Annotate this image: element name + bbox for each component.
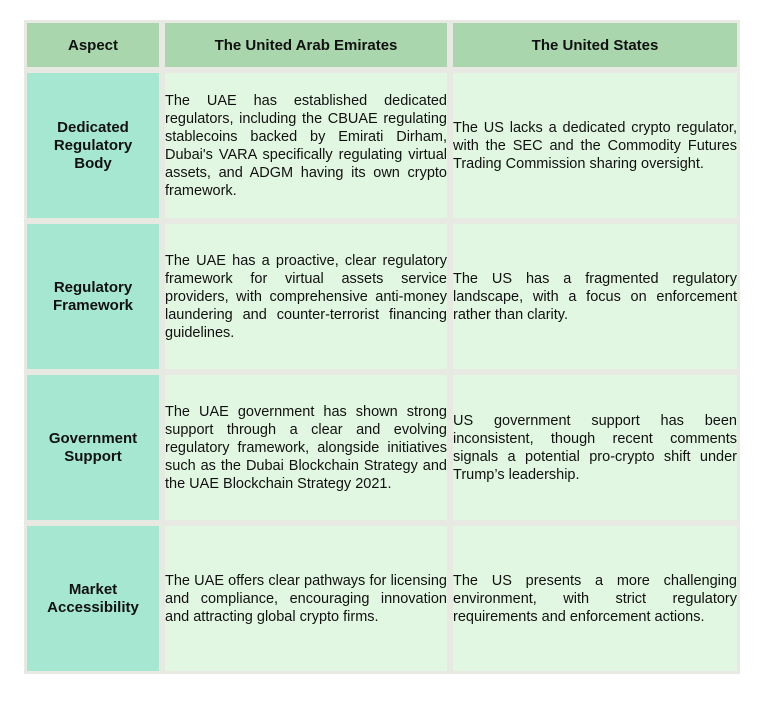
us-cell [450,221,740,372]
aspect-cell [24,372,162,523]
us-cell [450,523,740,674]
aspect-label: Market Accessibility [47,580,139,616]
table-row [24,372,740,523]
comparison-table [24,20,740,674]
header-aspect: Aspect [24,20,162,70]
aspect-cell [24,70,162,221]
uae-text: The UAE offers clear pathways for licensing and compliance, encouraging innovation and attracting global crypto firms. [165,572,447,625]
aspect-label: Dedicated Regulatory Body [53,118,133,172]
aspect-cell [24,221,162,372]
header-us: The United States [450,20,740,70]
header-uae: The United Arab Emirates [162,20,450,70]
aspect-cell [24,523,162,674]
uae-cell [162,221,450,372]
uae-text: The UAE has a proactive, clear regulatory framework for virtual assets service providers, with comprehensive anti-money laundering and counter-terrorist financing guidelines. [165,252,447,341]
us-cell [450,70,740,221]
aspect-label: Government Support [48,429,138,465]
us-text: The US lacks a dedicated crypto regulator, with the SEC and the Commodity Futures Trading Commission sharing oversight. [453,119,737,172]
uae-text: The UAE government has shown strong support through a clear and evolving regulatory framework, alongside initiatives such as the Dubai Blockchain Strategy and the UAE Blockchain Strategy 2021. [165,403,447,492]
uae-cell [162,372,450,523]
table-row [24,221,740,372]
table-row [24,523,740,674]
us-text: The US presents a more challenging environment, with strict regulatory requirements and enforcement actions. [453,572,737,625]
us-text: US government support has been inconsistent, though recent comments signals a potential pro-crypto shift under Trump’s leadership. [453,412,737,483]
aspect-label: Regulatory Framework [52,278,134,314]
header-row [24,20,740,70]
us-text: The US has a fragmented regulatory landscape, with a focus on enforcement rather than clarity. [453,270,737,323]
uae-cell [162,70,450,221]
uae-cell [162,523,450,674]
table-row [24,70,740,221]
us-cell [450,372,740,523]
uae-text: The UAE has established dedicated regulators, including the CBUAE regulating stablecoins backed by Emirati Dirham, Dubai's VARA specifically regulating virtual assets, and ADGM having its own crypto framework. [165,92,447,199]
